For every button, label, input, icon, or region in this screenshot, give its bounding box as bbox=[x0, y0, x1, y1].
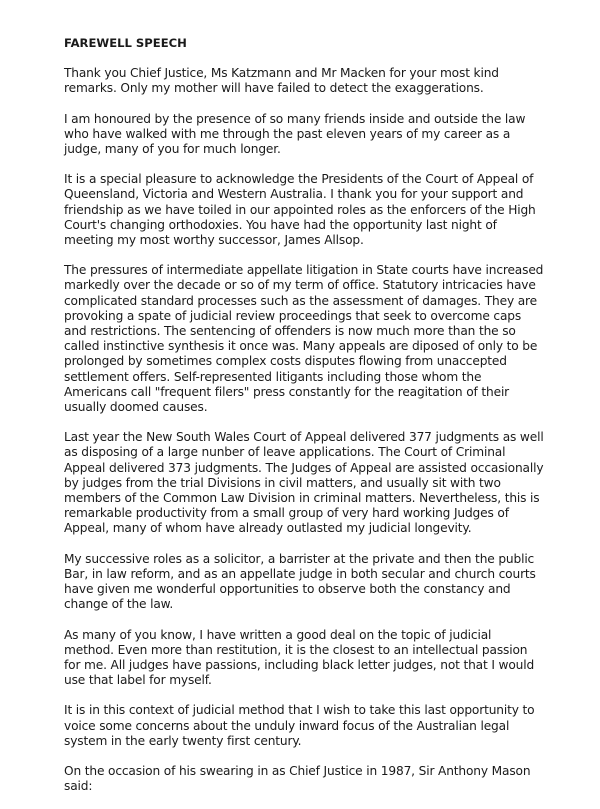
paragraph-2: I am honoured by the presence of so many friends inside and outside the law who have walked with me through the past eleven years of my career as a judge, many of you for much longer. bbox=[64, 111, 526, 157]
document-title: FAREWELL SPEECH bbox=[64, 36, 187, 50]
paragraph-3: It is a special pleasure to acknowledge the Presidents of the Court of Appeal of Queensland, Victoria and Western Australia. I thank you for your support and friendship as we have toiled in our appointed roles as the enforcers of the High Court's changing orthodoxies. You have had the opportunity last night of meeting my most worthy successor, James Allsop. bbox=[64, 172, 536, 248]
paragraph-1: Thank you Chief Justice, Ms Katzmann and Mr Macken for your most kind remarks. Only my mother will have failed to detect the exaggerations. bbox=[64, 66, 499, 96]
paragraph-7: As many of you know, I have written a good deal on the topic of judicial method. Even more than restitution, it is the closest to an intellectual passion for me. All judges have passions, including black letter judges, not that I would use that label for myself. bbox=[64, 627, 535, 688]
paragraph-8: It is in this context of judicial method that I wish to take this last opportunity to voice some concerns about the unduly inward focus of the Australian legal system in the early twenty first century. bbox=[64, 703, 535, 748]
paragraph-5: Last year the New South Wales Court of Appeal delivered 377 judgments as well as disposing of a large nunber of leave applications. The Court of Criminal Appeal delivered 373 judgments. The Judges of Appeal are assisted occasionally by judges from the trial Divisions in civil matters, and usually sit with two members of the Common Law Division in criminal matters. Nevertheless, this is remarkable productivity from a small group of very hard working Judges of Appeal, many of whom have already outlasted my judicial longevity. bbox=[64, 430, 544, 536]
speech-body bbox=[64, 36, 544, 809]
paragraph-6: My successive roles as a solicitor, a barrister at the private and then the public Bar, in law reform, and as an appellate judge in both secular and church courts have given me wonderful opportunities to observe both the constancy and change of the law. bbox=[64, 551, 536, 612]
paragraph-9: On the occasion of his swearing in as Chief Justice in 1987, Sir Anthony Mason said: bbox=[64, 763, 531, 794]
paragraph-4: The pressures of intermediate appellate litigation in State courts have increased markedly over the decade or so of my term of office. Statutory intricacies have complicated standard processes such as the assessment of damages. They are provoking a spate of judicial review proceedings that seek to overcome caps and restrictions. The sentencing of offenders is now much more than the so called instinctive synthesis it once was. Many appeals are diposed of only to be prolonged by sometimes complex costs disputes flowing from unaccepted settlement offers. Self-represented litigants including those whom the Americans call "frequent filers" press constantly for the reagitation of their usually doomed causes. bbox=[64, 263, 544, 415]
